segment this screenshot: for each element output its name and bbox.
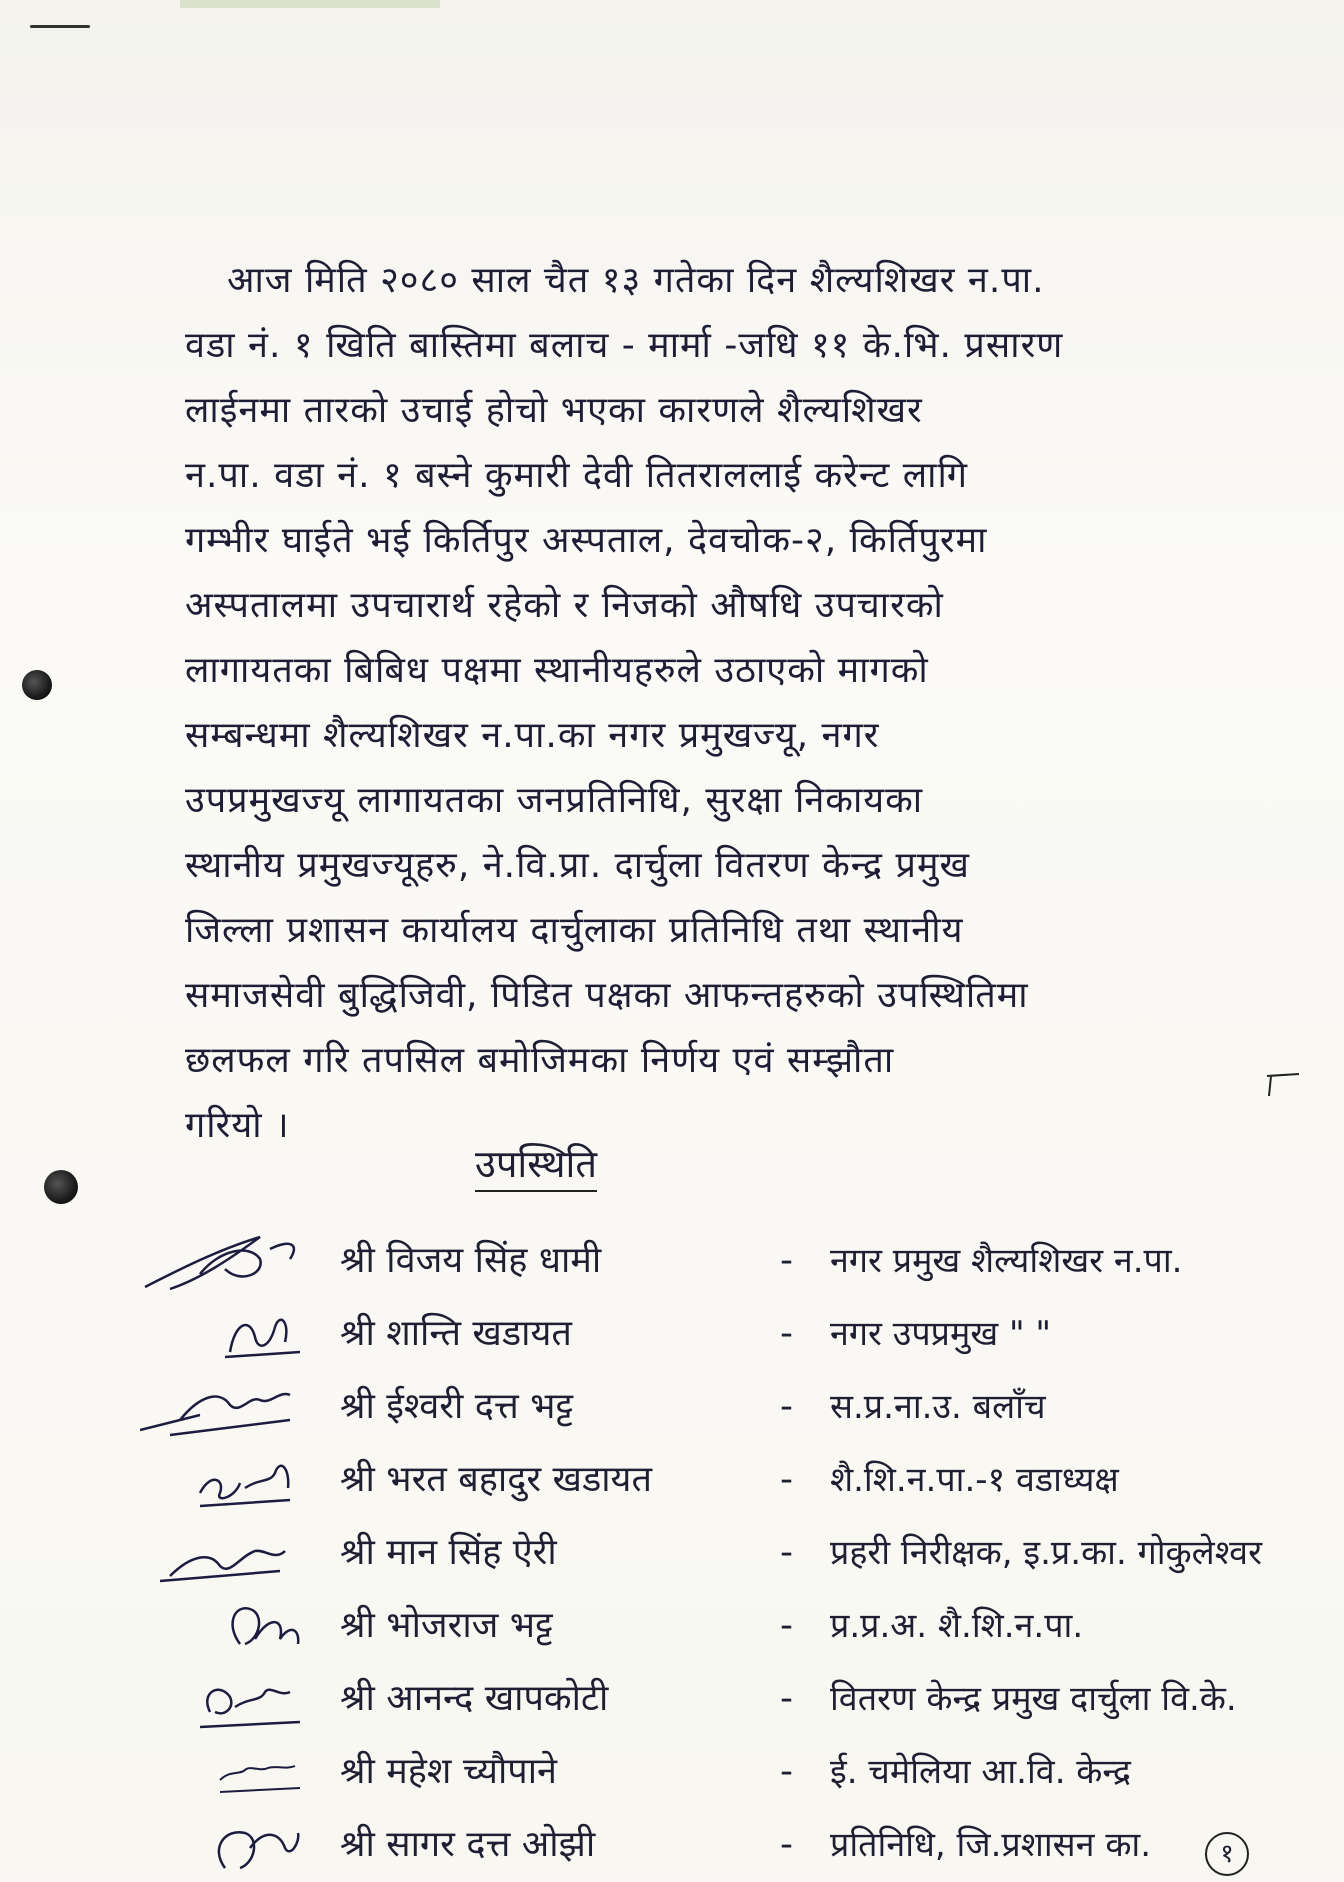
paragraph-line: जिल्ला प्रशासन कार्यालय दार्चुलाका प्रतिनिधि तथा स्थानीय xyxy=(185,910,964,951)
attendee-row xyxy=(140,1663,1330,1736)
attendee-name: श्री भोजराज भट्ट xyxy=(340,1605,553,1646)
paragraph-line: स्थानीय प्रमुखज्यूहरु, ने.वि.प्रा. दार्चुला वितरण केन्द्र प्रमुख xyxy=(185,845,970,886)
attendance-heading: उपस्थिति xyxy=(475,1140,597,1192)
margin-mark xyxy=(1263,1070,1303,1100)
signature xyxy=(140,1594,350,1660)
page-number: १ xyxy=(1205,1832,1249,1876)
punch-hole xyxy=(22,670,52,700)
separator-dash: - xyxy=(780,1678,793,1719)
paragraph-line: वडा नं. १ खिति बास्तिमा बलाच - मार्मा -जधि ११ के.भि. प्रसारण xyxy=(185,325,1064,366)
attendee-role: नगर प्रमुख शैल्यशिखर न.पा. xyxy=(830,1241,1183,1281)
separator-dash: - xyxy=(780,1459,793,1500)
paragraph-line: गरियो । xyxy=(185,1105,290,1146)
attendee-role: प्रहरी निरीक्षक, इ.प्र.का. गोकुलेश्वर xyxy=(830,1533,1262,1573)
attendee-name: श्री मान सिंह ऐरी xyxy=(340,1532,557,1573)
attendee-role: प्रतिनिधि, जि.प्रशासन का. xyxy=(830,1825,1152,1865)
attendee-name: श्री विजय सिंह धामी xyxy=(340,1240,602,1281)
signature xyxy=(140,1813,350,1879)
punch-hole xyxy=(44,1170,78,1204)
paragraph-line: लाईनमा तारको उचाई होचो भएका कारणले शैल्यशिखर xyxy=(185,390,923,431)
attendee-row xyxy=(140,1225,1330,1298)
attendee-role: ई. चमेलिया आ.वि. केन्द्र xyxy=(830,1752,1131,1792)
attendee-name: श्री महेश च्यौपाने xyxy=(340,1751,558,1792)
attendee-name: श्री शान्ति खडायत xyxy=(340,1313,572,1354)
paragraph-line: अस्पतालमा उपचारार्थ रहेको र निजको औषधि उपचारको xyxy=(185,585,944,626)
separator-dash: - xyxy=(780,1751,793,1792)
attendee-row xyxy=(140,1517,1330,1590)
attendee-role: प्र.प्र.अ. शै.शि.न.पा. xyxy=(830,1606,1084,1646)
attendee-row xyxy=(140,1809,1330,1882)
paragraph-line: सम्बन्धमा शैल्यशिखर न.पा.का नगर प्रमुखज्यू, नगर xyxy=(185,715,880,756)
attendee-row xyxy=(140,1298,1330,1371)
attendee-row xyxy=(140,1444,1330,1517)
separator-dash: - xyxy=(780,1386,793,1427)
attendee-role: नगर उपप्रमुख " " xyxy=(830,1314,1052,1354)
paragraph-line: समाजसेवी बुद्धिजिवी, पिडित पक्षका आफन्तहरुको उपस्थितिमा xyxy=(185,975,1029,1016)
attendee-role: शै.शि.न.पा.-१ वडाध्यक्ष xyxy=(830,1460,1119,1500)
separator-dash: - xyxy=(780,1240,793,1281)
separator-dash: - xyxy=(780,1313,793,1354)
attendee-role: स.प्र.ना.उ. बलाँच xyxy=(830,1387,1046,1427)
attendance-list xyxy=(140,1225,1330,1882)
signature xyxy=(140,1521,350,1587)
attendee-name: श्री आनन्द खापकोटी xyxy=(340,1678,609,1719)
attendee-row xyxy=(140,1736,1330,1809)
signature xyxy=(140,1302,350,1368)
attendee-name: श्री ईश्वरी दत्त भट्ट xyxy=(340,1386,574,1427)
attendee-name: श्री सागर दत्त ओझी xyxy=(340,1824,596,1865)
separator-dash: - xyxy=(780,1824,793,1865)
paragraph-line: आज मिति २०८० साल चैत १३ गतेका दिन शैल्यशिखर न.पा. xyxy=(227,260,1045,301)
signature xyxy=(140,1229,350,1295)
attendee-role: वितरण केन्द्र प्रमुख दार्चुला वि.के. xyxy=(830,1679,1237,1719)
paragraph-line: छलफल गरि तपसिल बमोजिमका निर्णय एवं सम्झौता xyxy=(185,1040,895,1081)
signature xyxy=(140,1448,350,1514)
paragraph-line: उपप्रमुखज्यू लागायतका जनप्रतिनिधि, सुरक्षा निकायका xyxy=(185,780,924,821)
attendee-name: श्री भरत बहादुर खडायत xyxy=(340,1459,652,1500)
scan-edge-strip xyxy=(180,0,440,8)
corner-mark xyxy=(30,25,90,28)
paragraph-line: गम्भीर घाईते भई किर्तिपुर अस्पताल, देवचोक-२, किर्तिपुरमा xyxy=(185,520,988,561)
minutes-paragraph xyxy=(185,248,1315,1158)
signature xyxy=(140,1375,350,1441)
attendee-row xyxy=(140,1371,1330,1444)
attendee-row xyxy=(140,1590,1330,1663)
signature xyxy=(140,1667,350,1733)
paragraph-line: लागायतका बिबिध पक्षमा स्थानीयहरुले उठाएको मागको xyxy=(185,650,929,691)
signature xyxy=(140,1740,350,1806)
separator-dash: - xyxy=(780,1532,793,1573)
paragraph-line: न.पा. वडा नं. १ बस्ने कुमारी देवी तितराललाई करेन्ट लागि xyxy=(185,455,969,496)
separator-dash: - xyxy=(780,1605,793,1646)
